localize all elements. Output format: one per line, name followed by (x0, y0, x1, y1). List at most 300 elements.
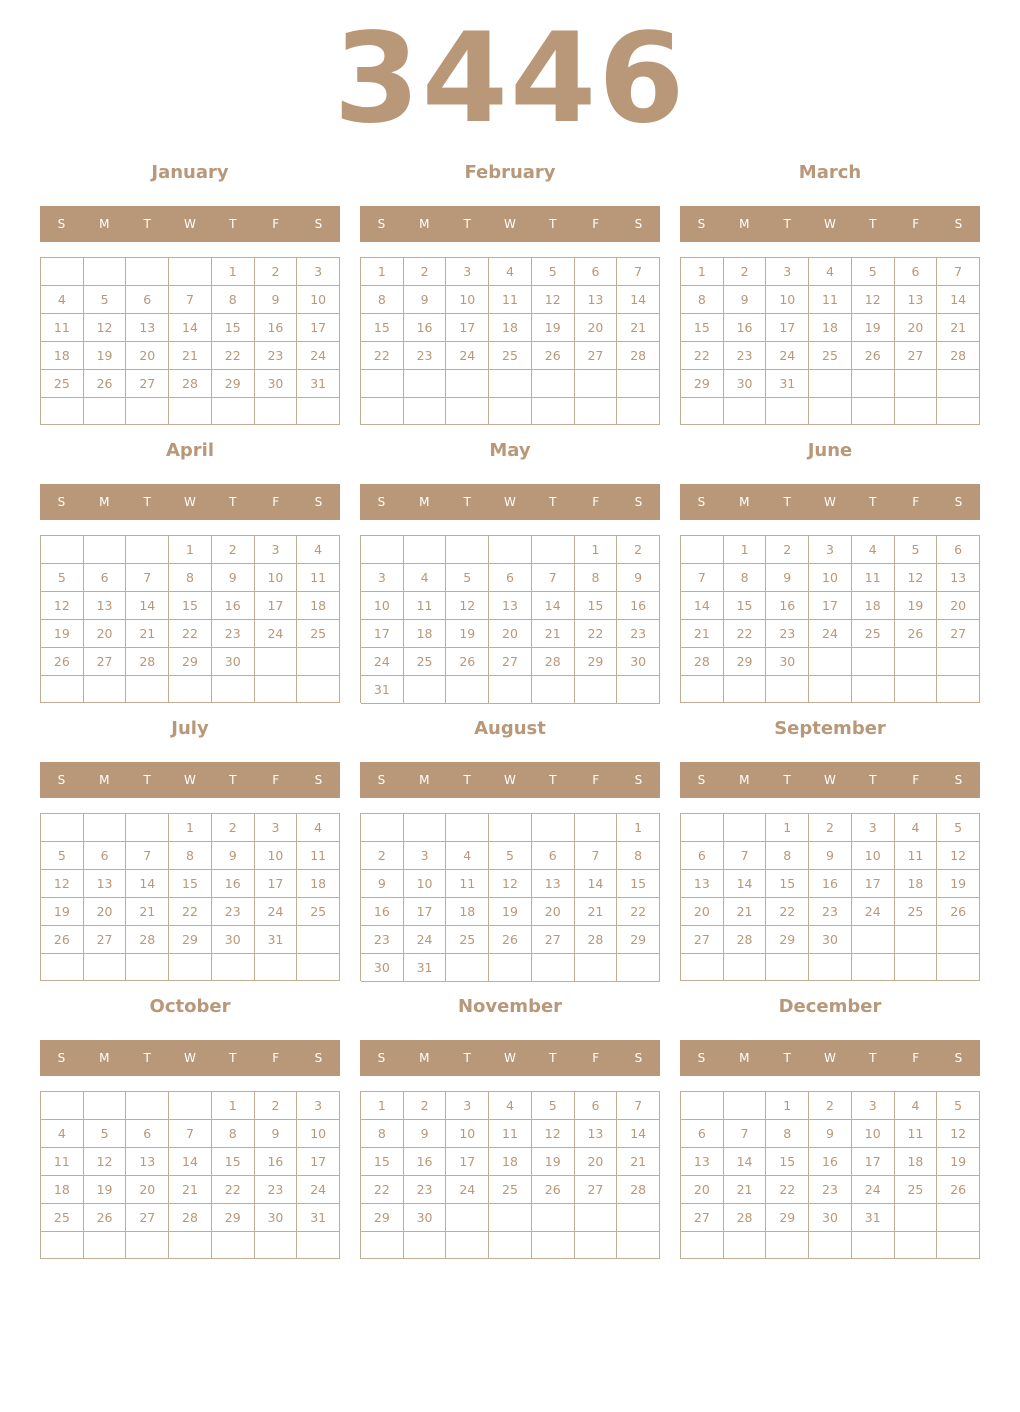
empty-cell (895, 1204, 938, 1232)
day-cell: 29 (169, 648, 212, 676)
day-cell: 4 (297, 536, 340, 564)
day-cell: 4 (489, 258, 532, 286)
day-cell: 14 (937, 286, 980, 314)
weekday-label: T (783, 217, 791, 231)
day-cell: 5 (446, 564, 489, 592)
day-cell: 21 (617, 1148, 660, 1176)
day-cell: 24 (255, 898, 298, 926)
day-cell: 1 (361, 258, 404, 286)
empty-cell (212, 398, 255, 425)
month-name: February (464, 162, 556, 183)
day-cell: 18 (895, 870, 938, 898)
day-cell: 20 (84, 620, 127, 648)
empty-cell (41, 536, 84, 564)
empty-cell (41, 1092, 84, 1120)
weekday-label: S (634, 1051, 643, 1065)
day-cell: 23 (404, 342, 447, 370)
day-cell: 25 (809, 342, 852, 370)
weekday-label: S (954, 217, 963, 231)
day-cell: 26 (937, 1176, 980, 1204)
day-cell: 25 (297, 620, 340, 648)
day-cell: 4 (809, 258, 852, 286)
weekday-label: M (99, 773, 110, 787)
weekday-label: W (504, 495, 516, 509)
day-cell: 19 (937, 870, 980, 898)
day-cell: 1 (169, 536, 212, 564)
weekday-label: T (549, 217, 557, 231)
day-cell: 8 (766, 1120, 809, 1148)
day-cell: 30 (212, 926, 255, 954)
day-cell: 31 (255, 926, 298, 954)
day-cell: 10 (361, 592, 404, 620)
day-cell: 4 (41, 286, 84, 314)
empty-cell (617, 954, 660, 982)
day-cell: 8 (361, 1120, 404, 1148)
empty-cell (404, 1232, 447, 1259)
day-cell: 17 (404, 898, 447, 926)
day-cell: 26 (489, 926, 532, 954)
day-cell: 22 (766, 898, 809, 926)
empty-cell (852, 954, 895, 981)
day-cell: 14 (724, 870, 767, 898)
empty-cell (169, 1092, 212, 1120)
empty-cell (84, 258, 127, 286)
day-cell: 18 (404, 620, 447, 648)
day-cell: 16 (617, 592, 660, 620)
day-cell: 26 (84, 1204, 127, 1232)
day-grid (680, 257, 980, 425)
day-grid (40, 257, 340, 425)
weekday-label: S (314, 495, 323, 509)
day-cell: 12 (937, 842, 980, 870)
day-cell: 5 (41, 842, 84, 870)
day-cell: 16 (404, 314, 447, 342)
empty-cell (169, 676, 212, 703)
empty-cell (724, 676, 767, 703)
weekday-label: F (272, 773, 280, 787)
empty-cell (169, 258, 212, 286)
weekday-label: S (697, 1051, 706, 1065)
day-cell: 4 (404, 564, 447, 592)
day-cell: 29 (212, 1204, 255, 1232)
day-cell: 30 (255, 370, 298, 398)
day-cell: 1 (212, 258, 255, 286)
day-cell: 9 (255, 286, 298, 314)
day-cell: 13 (895, 286, 938, 314)
day-cell: 30 (809, 926, 852, 954)
day-cell: 9 (809, 842, 852, 870)
weekday-label: T (143, 1051, 151, 1065)
weekday-label: S (634, 217, 643, 231)
day-cell: 31 (404, 954, 447, 982)
day-cell: 20 (532, 898, 575, 926)
weekday-label: S (57, 1051, 66, 1065)
day-cell: 20 (489, 620, 532, 648)
day-cell: 19 (84, 342, 127, 370)
empty-cell (41, 676, 84, 703)
empty-cell (404, 398, 447, 426)
empty-cell (126, 398, 169, 425)
month-name: October (149, 996, 231, 1017)
day-cell: 22 (575, 620, 618, 648)
day-cell: 23 (255, 342, 298, 370)
day-cell: 2 (361, 842, 404, 870)
day-cell: 29 (766, 926, 809, 954)
day-cell: 18 (852, 592, 895, 620)
day-cell: 23 (724, 342, 767, 370)
empty-cell (361, 814, 404, 842)
day-cell: 6 (126, 286, 169, 314)
day-cell: 21 (681, 620, 724, 648)
day-cell: 20 (126, 1176, 169, 1204)
empty-cell (84, 536, 127, 564)
day-cell: 25 (404, 648, 447, 676)
day-cell: 6 (84, 842, 127, 870)
weekday-label: S (314, 773, 323, 787)
day-cell: 2 (255, 1092, 298, 1120)
weekday-header (360, 762, 660, 798)
day-cell: 10 (852, 1120, 895, 1148)
day-cell: 7 (617, 258, 660, 286)
empty-cell (575, 954, 618, 982)
weekday-label: F (592, 217, 600, 231)
day-cell: 17 (297, 1148, 340, 1176)
day-cell: 11 (41, 314, 84, 342)
day-cell: 27 (681, 1204, 724, 1232)
day-cell: 3 (404, 842, 447, 870)
empty-cell (532, 676, 575, 704)
empty-cell (809, 370, 852, 398)
day-cell: 13 (681, 1148, 724, 1176)
weekday-label: W (184, 217, 196, 231)
day-cell: 3 (446, 258, 489, 286)
empty-cell (766, 954, 809, 981)
day-cell: 14 (126, 870, 169, 898)
empty-cell (617, 370, 660, 398)
day-cell: 30 (361, 954, 404, 982)
day-cell: 31 (297, 1204, 340, 1232)
empty-cell (681, 954, 724, 981)
day-cell: 29 (617, 926, 660, 954)
day-cell: 14 (617, 1120, 660, 1148)
empty-cell (681, 1092, 724, 1120)
day-cell: 9 (766, 564, 809, 592)
day-cell: 20 (937, 592, 980, 620)
day-cell: 10 (446, 1120, 489, 1148)
day-cell: 6 (575, 1092, 618, 1120)
weekday-label: S (697, 217, 706, 231)
day-cell: 15 (575, 592, 618, 620)
day-cell: 28 (617, 342, 660, 370)
day-cell: 31 (852, 1204, 895, 1232)
day-grid (680, 813, 980, 981)
empty-cell (937, 370, 980, 398)
weekday-header (680, 484, 980, 520)
weekday-label: T (463, 773, 471, 787)
empty-cell (852, 648, 895, 676)
weekday-label: T (869, 1051, 877, 1065)
day-cell: 7 (126, 842, 169, 870)
day-cell: 5 (41, 564, 84, 592)
empty-cell (404, 676, 447, 704)
empty-cell (724, 1092, 767, 1120)
empty-cell (724, 954, 767, 981)
weekday-label: F (272, 1051, 280, 1065)
day-cell: 1 (766, 814, 809, 842)
day-cell: 24 (361, 648, 404, 676)
day-cell: 19 (41, 620, 84, 648)
day-cell: 9 (212, 842, 255, 870)
day-cell: 3 (766, 258, 809, 286)
day-cell: 2 (255, 258, 298, 286)
month-name: August (474, 718, 546, 739)
weekday-label: M (99, 1051, 110, 1065)
day-cell: 1 (681, 258, 724, 286)
day-cell: 22 (212, 1176, 255, 1204)
day-cell: 30 (404, 1204, 447, 1232)
day-cell: 22 (617, 898, 660, 926)
day-cell: 10 (852, 842, 895, 870)
day-cell: 24 (297, 1176, 340, 1204)
day-cell: 14 (617, 286, 660, 314)
day-cell: 6 (575, 258, 618, 286)
day-cell: 17 (297, 314, 340, 342)
empty-cell (937, 676, 980, 703)
day-cell: 25 (895, 1176, 938, 1204)
day-cell: 25 (446, 926, 489, 954)
day-cell: 26 (446, 648, 489, 676)
empty-cell (532, 1232, 575, 1259)
day-cell: 21 (532, 620, 575, 648)
day-cell: 28 (724, 1204, 767, 1232)
weekday-label: W (824, 1051, 836, 1065)
day-cell: 26 (84, 370, 127, 398)
empty-cell (766, 398, 809, 425)
weekday-label: T (229, 1051, 237, 1065)
empty-cell (446, 1204, 489, 1232)
weekday-header (680, 762, 980, 798)
day-grid (360, 535, 660, 703)
day-cell: 12 (937, 1120, 980, 1148)
empty-cell (809, 398, 852, 425)
day-cell: 5 (937, 1092, 980, 1120)
empty-cell (489, 954, 532, 982)
day-cell: 7 (532, 564, 575, 592)
day-cell: 18 (41, 1176, 84, 1204)
day-cell: 5 (895, 536, 938, 564)
empty-cell (404, 536, 447, 564)
empty-cell (532, 954, 575, 982)
day-cell: 17 (852, 1148, 895, 1176)
weekday-label: W (824, 495, 836, 509)
day-cell: 5 (489, 842, 532, 870)
day-cell: 19 (852, 314, 895, 342)
weekday-label: S (377, 495, 386, 509)
weekday-label: W (504, 773, 516, 787)
day-cell: 10 (446, 286, 489, 314)
weekday-header (40, 762, 340, 798)
day-cell: 2 (212, 536, 255, 564)
day-cell: 20 (575, 314, 618, 342)
weekday-label: F (912, 495, 920, 509)
day-cell: 29 (681, 370, 724, 398)
day-cell: 4 (41, 1120, 84, 1148)
empty-cell (126, 676, 169, 703)
day-cell: 10 (255, 564, 298, 592)
empty-cell (937, 1232, 980, 1259)
day-cell: 27 (126, 1204, 169, 1232)
empty-cell (361, 536, 404, 564)
day-cell: 8 (169, 842, 212, 870)
day-cell: 18 (297, 870, 340, 898)
weekday-label: T (549, 773, 557, 787)
weekday-label: S (314, 217, 323, 231)
day-cell: 1 (361, 1092, 404, 1120)
day-cell: 21 (126, 898, 169, 926)
empty-cell (361, 398, 404, 426)
day-cell: 13 (126, 1148, 169, 1176)
day-cell: 13 (575, 286, 618, 314)
weekday-label: M (739, 495, 750, 509)
empty-cell (895, 398, 938, 425)
empty-cell (617, 676, 660, 704)
day-cell: 8 (724, 564, 767, 592)
day-cell: 4 (895, 1092, 938, 1120)
day-cell: 1 (617, 814, 660, 842)
month-name: January (151, 162, 229, 183)
weekday-label: F (592, 1051, 600, 1065)
day-cell: 16 (404, 1148, 447, 1176)
weekday-label: M (419, 1051, 430, 1065)
day-cell: 29 (361, 1204, 404, 1232)
day-cell: 26 (532, 342, 575, 370)
day-cell: 13 (575, 1120, 618, 1148)
day-cell: 28 (126, 648, 169, 676)
day-cell: 25 (489, 342, 532, 370)
day-cell: 17 (255, 592, 298, 620)
weekday-header (680, 1040, 980, 1076)
day-cell: 22 (212, 342, 255, 370)
empty-cell (617, 1232, 660, 1259)
day-cell: 15 (212, 1148, 255, 1176)
day-cell: 2 (404, 1092, 447, 1120)
empty-cell (446, 814, 489, 842)
day-cell: 30 (809, 1204, 852, 1232)
empty-cell (404, 370, 447, 398)
weekday-label: T (783, 1051, 791, 1065)
day-cell: 19 (41, 898, 84, 926)
day-cell: 8 (169, 564, 212, 592)
day-cell: 26 (852, 342, 895, 370)
weekday-label: T (783, 495, 791, 509)
day-cell: 22 (169, 898, 212, 926)
day-cell: 28 (126, 926, 169, 954)
weekday-label: T (549, 1051, 557, 1065)
empty-cell (297, 648, 340, 676)
weekday-label: S (57, 773, 66, 787)
weekday-label: S (634, 773, 643, 787)
empty-cell (297, 1232, 340, 1259)
day-cell: 1 (169, 814, 212, 842)
day-cell: 12 (895, 564, 938, 592)
day-cell: 9 (212, 564, 255, 592)
day-cell: 12 (446, 592, 489, 620)
day-cell: 11 (41, 1148, 84, 1176)
empty-cell (681, 536, 724, 564)
weekday-label: S (377, 217, 386, 231)
month-name: June (807, 440, 853, 461)
day-cell: 17 (852, 870, 895, 898)
weekday-label: M (419, 773, 430, 787)
day-cell: 23 (766, 620, 809, 648)
day-cell: 28 (169, 1204, 212, 1232)
day-cell: 4 (852, 536, 895, 564)
empty-cell (126, 954, 169, 981)
day-cell: 25 (41, 1204, 84, 1232)
day-cell: 10 (766, 286, 809, 314)
day-grid (680, 535, 980, 703)
day-cell: 22 (724, 620, 767, 648)
day-cell: 9 (361, 870, 404, 898)
day-cell: 7 (126, 564, 169, 592)
day-cell: 4 (895, 814, 938, 842)
day-cell: 8 (617, 842, 660, 870)
day-cell: 19 (937, 1148, 980, 1176)
day-cell: 13 (84, 592, 127, 620)
empty-cell (895, 648, 938, 676)
empty-cell (489, 1232, 532, 1259)
day-cell: 30 (212, 648, 255, 676)
day-cell: 21 (126, 620, 169, 648)
empty-cell (297, 398, 340, 425)
empty-cell (84, 676, 127, 703)
empty-cell (895, 926, 938, 954)
day-cell: 3 (852, 814, 895, 842)
month-name: May (489, 440, 531, 461)
day-cell: 11 (404, 592, 447, 620)
day-cell: 28 (724, 926, 767, 954)
day-cell: 16 (809, 1148, 852, 1176)
day-cell: 19 (489, 898, 532, 926)
weekday-label: M (739, 773, 750, 787)
day-cell: 20 (681, 898, 724, 926)
empty-cell (532, 370, 575, 398)
day-cell: 3 (361, 564, 404, 592)
empty-cell (297, 954, 340, 981)
day-cell: 15 (766, 870, 809, 898)
empty-cell (809, 954, 852, 981)
day-cell: 8 (575, 564, 618, 592)
day-cell: 10 (809, 564, 852, 592)
empty-cell (937, 954, 980, 981)
day-cell: 23 (404, 1176, 447, 1204)
weekday-header (360, 484, 660, 520)
empty-cell (681, 814, 724, 842)
weekday-label: W (504, 217, 516, 231)
empty-cell (895, 954, 938, 981)
day-cell: 25 (895, 898, 938, 926)
day-cell: 27 (84, 648, 127, 676)
day-cell: 19 (84, 1176, 127, 1204)
day-cell: 11 (446, 870, 489, 898)
empty-cell (446, 536, 489, 564)
empty-cell (255, 398, 298, 425)
day-cell: 2 (212, 814, 255, 842)
empty-cell (255, 954, 298, 981)
empty-cell (575, 370, 618, 398)
day-cell: 8 (766, 842, 809, 870)
weekday-label: M (739, 217, 750, 231)
